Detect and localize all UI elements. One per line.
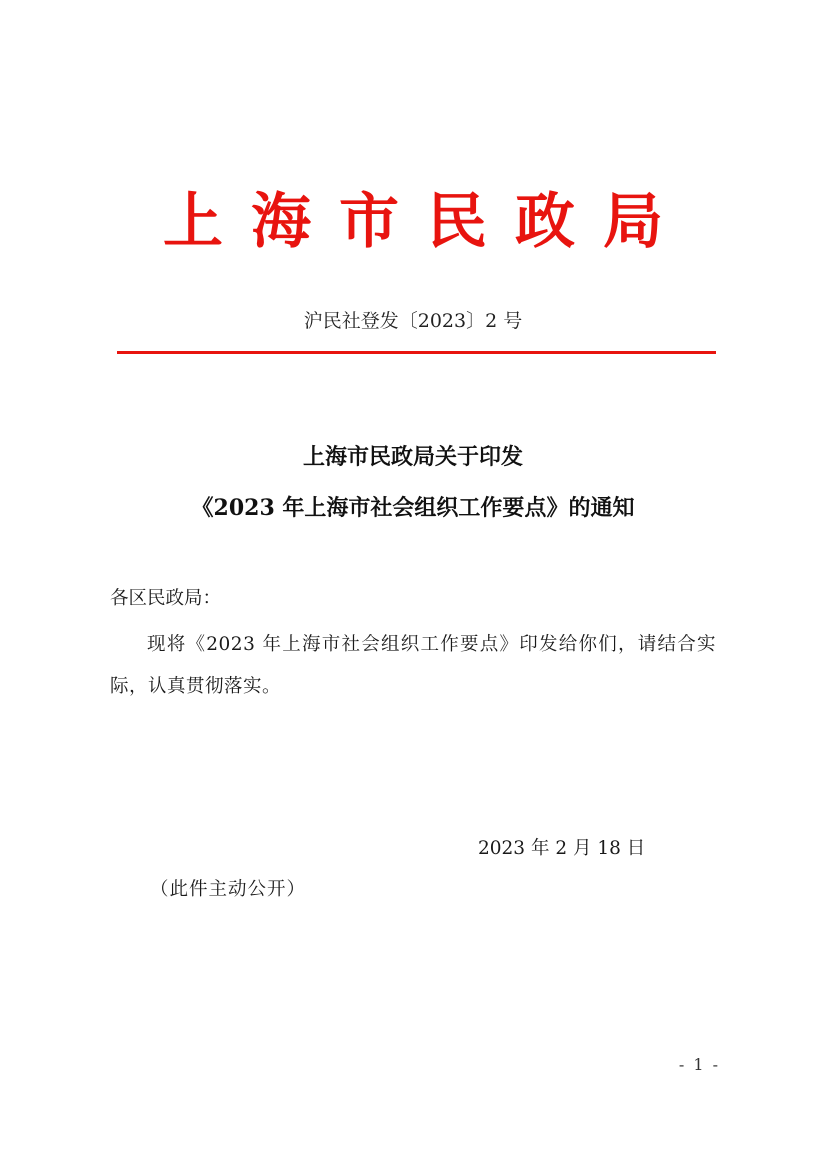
agency-header: 上海市民政局 [163,187,691,257]
body-paragraph: 现将《2023 年上海市社会组织工作要点》印发给你们，请结合实际，认真贯彻落实。 [110,634,716,697]
document-number: 沪民社登发〔2023〕2 号 [303,310,523,332]
page-number: - 1 - [678,1055,720,1074]
document-title-line-2: 《2023 年上海市社会组织工作要点》的通知 [191,495,635,521]
salutation: 各区民政局： [110,588,222,609]
public-disclosure-note: （此件主动公开） [150,879,307,900]
issue-date: 2023 年 2 月 18 日 [478,838,646,859]
red-divider-line [117,351,716,354]
document-title-line-1: 上海市民政局关于印发 [302,444,523,470]
